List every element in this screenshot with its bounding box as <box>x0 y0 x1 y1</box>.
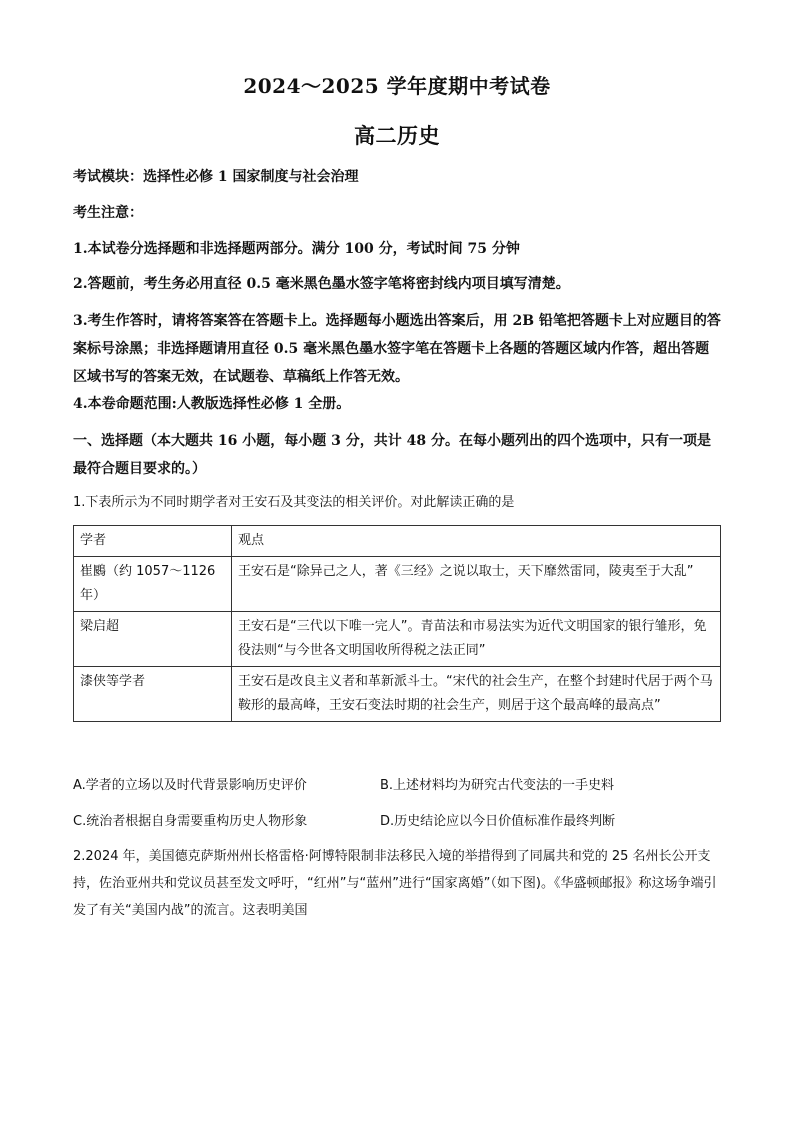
table-header-row <box>74 526 721 557</box>
table-cell-view: 王安石是改良主义者和革新派斗士。“宋代的社会生产，在整个封建时代居于两个马鞍形的最高峰，王安石变法时期的社会生产，则居于这个最高峰的最高点” <box>232 667 721 722</box>
note-item-2: 2.答题前，考生务必用直径 0.5 毫米黑色墨水签字笔将密封线内项目填写清楚。 <box>73 276 570 292</box>
note-item-4: 4.本卷命题范围:人教版选择性必修 1 全册。 <box>73 396 351 412</box>
table-row <box>74 667 721 722</box>
table-cell-scholar: 崔鶠（约 1057～1126 年） <box>74 557 232 612</box>
option-d: D.历史结论应以今日价值标准作最终判断 <box>380 814 616 829</box>
exam-module: 考试模块：选择性必修 1 国家制度与社会治理 <box>73 169 359 185</box>
section-heading: 一、选择题（本大题共 16 小题，每小题 3 分，共计 48 分。在每小题列出的四个选项中，只有一项是最符合题目要求的。） <box>73 433 711 477</box>
option-a: A.学者的立场以及时代背景影响历史评价 <box>73 778 307 793</box>
table-row <box>74 557 721 612</box>
exam-title: 2024～2025 学年度期中考试卷 <box>243 74 551 98</box>
table-cell-view: 王安石是“除异己之人，著《三经》之说以取士，天下靡然雷同，陵夷至于大乱” <box>232 557 721 612</box>
table-header-cell: 观点 <box>232 526 721 557</box>
question-2-stem: 2.2024 年，美国德克萨斯州州长格雷格·阿博特限制非法移民入境的举措得到了同属共和党的 25 名州长公开支持，佐治亚州共和党议员甚至发文呼吁，“红州”与“蓝州”进行“国家离婚”（如下图)。《华盛顿邮报》称这场争端引发了有关“美国内战”的流言。这表明美国 <box>73 849 717 918</box>
table-cell-scholar: 漆侠等学者 <box>74 667 232 722</box>
evaluation-table <box>73 525 721 722</box>
table-header-cell: 学者 <box>74 526 232 557</box>
table-cell-view: 王安石是“三代以下唯一完人”。青苗法和市易法实为近代文明国家的银行雏形，免役法则“与今世各文明国收所得税之法正同” <box>232 612 721 667</box>
table-row <box>74 612 721 667</box>
option-c: C.统治者根据自身需要重构历史人物形象 <box>73 814 308 829</box>
attention-heading: 考生注意： <box>73 205 143 221</box>
note-item-1: 1.本试卷分选择题和非选择题两部分。满分 100 分，考试时间 75 分钟 <box>73 241 520 257</box>
table-cell-scholar: 梁启超 <box>74 612 232 667</box>
subject-title: 高二历史 <box>354 123 440 148</box>
note-item-3: 3.考生作答时，请将答案答在答题卡上。选择题每小题选出答案后，用 2B 铅笔把答题卡上对应题目的答案标号涂黑；非选择题请用直径 0.5 毫米黑色墨水签字笔在答题卡上各题的答题区域内作答，超出答题区域书写的答案无效，在试题卷、草稿纸上作答无效。 <box>73 313 721 385</box>
question-1-stem: 1.下表所示为不同时期学者对王安石及其变法的相关评价。对此解读正确的是 <box>73 495 515 510</box>
option-b: B.上述材料均为研究古代变法的一手史料 <box>380 778 615 793</box>
